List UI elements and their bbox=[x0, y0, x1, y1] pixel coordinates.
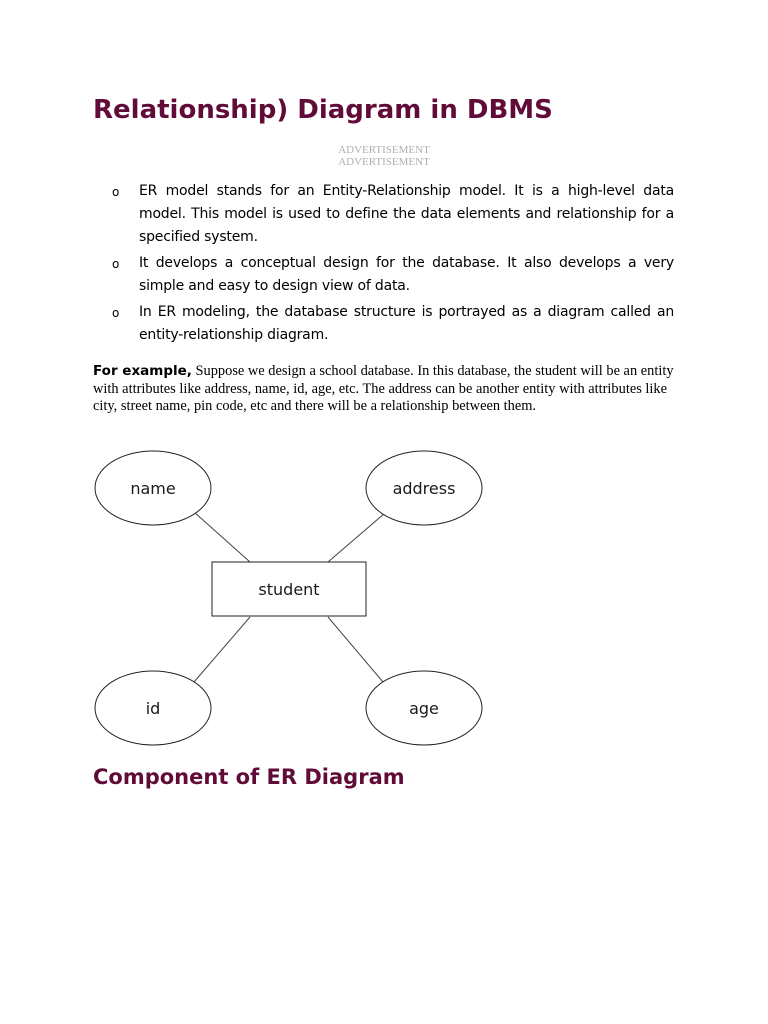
page-title: Relationship) Diagram in DBMS bbox=[93, 95, 553, 125]
attribute-label-age: age bbox=[409, 699, 439, 718]
bullet-text: In ER modeling, the database structure is portrayed as a diagram called an entity-relationship diagram. bbox=[139, 304, 674, 343]
er-diagram bbox=[90, 446, 490, 750]
advertisement-label: ADVERTISEMENT bbox=[338, 156, 430, 168]
list-item bbox=[112, 301, 674, 347]
attribute-label-address: address bbox=[392, 479, 456, 498]
list-item bbox=[112, 252, 674, 298]
example-lead: For example, bbox=[93, 363, 192, 379]
advertisement-label: ADVERTISEMENT bbox=[338, 144, 430, 156]
bullet-text: ER model stands for an Entity-Relationship model. It is a high-level data model. This model is used to define the data elements and relationship for a specified system. bbox=[139, 183, 674, 245]
connector-line bbox=[194, 617, 250, 682]
attribute-label-id: id bbox=[145, 699, 161, 718]
bullet-text: It develops a conceptual design for the database. It also develops a very simple and easy to design view of data. bbox=[139, 255, 674, 294]
bullet-list bbox=[112, 180, 674, 350]
bullet-marker: o bbox=[112, 185, 120, 199]
list-item bbox=[112, 180, 674, 249]
connector-line bbox=[328, 617, 383, 682]
bullet-marker: o bbox=[112, 257, 120, 271]
er-diagram-svg bbox=[90, 446, 490, 750]
bullet-marker: o bbox=[112, 306, 120, 320]
connector-line bbox=[194, 512, 250, 562]
example-paragraph bbox=[93, 363, 675, 416]
entity-label: student bbox=[258, 580, 320, 599]
connector-line bbox=[328, 513, 385, 562]
example-text: Suppose we design a school database. In this database, the student will be an entity with attributes like address, name, id, age, etc. The address can be another entity with attributes like city, street name, pin code, etc and there will be a relationship between them. bbox=[93, 363, 674, 414]
section-heading: Component of ER Diagram bbox=[93, 765, 405, 789]
attribute-label-name: name bbox=[130, 479, 176, 498]
